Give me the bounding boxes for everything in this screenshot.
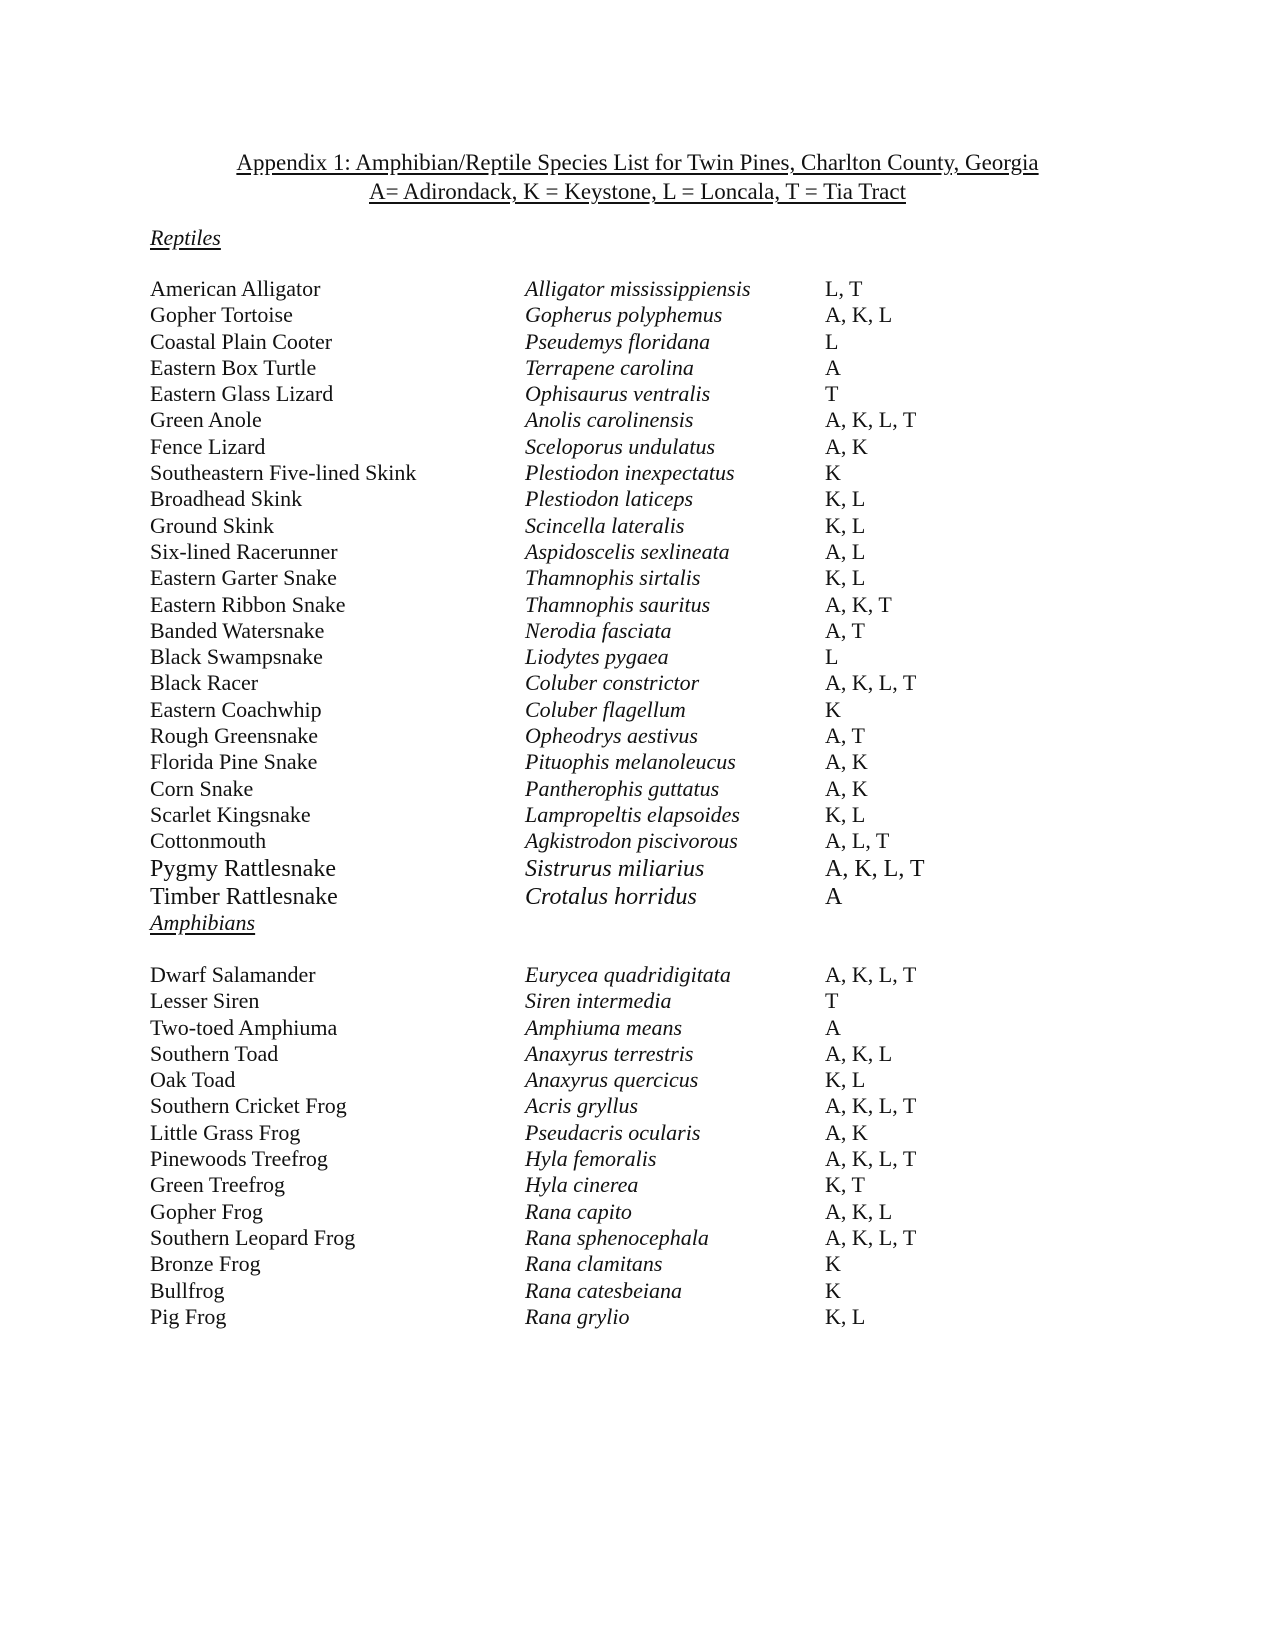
site-codes: A, K, L — [825, 1040, 893, 1066]
common-name: Fence Lizard — [150, 433, 266, 459]
site-codes: A, K, L, T — [825, 855, 925, 882]
title-text-1: Appendix 1: Amphibian/Reptile Species List for Twin Pines, Charlton County, Georgia — [236, 150, 1039, 175]
species-row — [150, 1015, 1150, 1041]
species-row — [150, 565, 1150, 591]
scientific-name: Thamnophis sirtalis — [525, 565, 701, 591]
common-name: Southern Toad — [150, 1040, 279, 1066]
species-row — [150, 697, 1150, 723]
species-row — [150, 329, 1150, 355]
scientific-name: Anolis carolinensis — [525, 407, 694, 433]
title-block — [0, 148, 1275, 206]
common-name: Bullfrog — [150, 1277, 225, 1303]
scientific-name: Rana clamitans — [525, 1251, 663, 1277]
title-text-2: A= Adirondack, K = Keystone, L = Loncala, T = Tia Tract — [369, 179, 906, 204]
species-row — [150, 513, 1150, 539]
site-codes: K — [825, 1251, 841, 1277]
scientific-name: Agkistrodon piscivorous — [525, 828, 738, 854]
scientific-name: Hyla femoralis — [525, 1146, 657, 1172]
scientific-name: Opheodrys aestivus — [525, 723, 698, 749]
scientific-name: Thamnophis sauritus — [525, 591, 711, 617]
common-name: Dwarf Salamander — [150, 962, 316, 987]
species-row — [150, 988, 1150, 1014]
species-row — [150, 434, 1150, 460]
scientific-name: Alligator mississippiensis — [525, 276, 751, 301]
species-row — [150, 883, 1150, 912]
species-row — [150, 828, 1150, 854]
common-name: Coastal Plain Cooter — [150, 328, 333, 354]
site-codes: A, K — [825, 749, 868, 775]
site-codes: T — [825, 988, 839, 1014]
site-codes: A — [825, 884, 843, 911]
site-codes: A, K, L, T — [825, 1093, 917, 1119]
common-name: Gopher Frog — [150, 1198, 264, 1224]
scientific-name: Eurycea quadridigitata — [525, 962, 731, 987]
species-row — [150, 539, 1150, 565]
scientific-name: Pantherophis guttatus — [525, 775, 720, 801]
site-codes: A, K — [825, 775, 868, 801]
site-codes: A, L, T — [825, 828, 890, 854]
site-codes: A, K — [825, 1119, 868, 1145]
common-name: Broadhead Skink — [150, 486, 303, 512]
scientific-name: Anaxyrus terrestris — [525, 1040, 694, 1066]
site-codes: A, T — [825, 617, 865, 643]
scientific-name: Rana grylio — [525, 1303, 630, 1329]
site-codes: T — [825, 381, 839, 407]
scientific-name: Pseudacris ocularis — [525, 1119, 701, 1145]
scientific-name: Coluber constrictor — [525, 670, 700, 696]
species-row — [150, 355, 1150, 381]
common-name: Florida Pine Snake — [150, 749, 318, 775]
common-name: Green Treefrog — [150, 1172, 286, 1198]
species-row — [150, 618, 1150, 644]
scientific-name: Ophisaurus ventralis — [525, 381, 711, 407]
title-line-1 — [0, 148, 1275, 177]
site-codes: K, L — [825, 486, 866, 512]
species-row — [150, 1067, 1150, 1093]
scientific-name: Sceloporus undulatus — [525, 433, 716, 459]
scientific-name: Siren intermedia — [525, 988, 672, 1014]
common-name: Southeastern Five-lined Skink — [150, 460, 417, 486]
site-codes: K — [825, 696, 841, 722]
common-name: Corn Snake — [150, 775, 254, 801]
species-row — [150, 1146, 1150, 1172]
species-row — [150, 302, 1150, 328]
scientific-name: Amphiuma means — [525, 1014, 683, 1040]
common-name: Green Anole — [150, 407, 262, 433]
site-codes: L, T — [825, 276, 863, 301]
species-row — [150, 1199, 1150, 1225]
species-row — [150, 855, 1150, 884]
site-codes: A, L — [825, 538, 866, 564]
scientific-name: Plestiodon laticeps — [525, 486, 694, 512]
common-name: Cottonmouth — [150, 828, 267, 854]
scientific-name: Pituophis melanoleucus — [525, 749, 736, 775]
site-codes: A, K, L — [825, 1198, 893, 1224]
scientific-name: Acris gryllus — [525, 1093, 639, 1119]
site-codes: K, T — [825, 1172, 865, 1198]
site-codes: A — [825, 354, 841, 380]
common-name: Rough Greensnake — [150, 723, 319, 749]
common-name: Pinewoods Treefrog — [150, 1146, 328, 1172]
species-row — [150, 592, 1150, 618]
site-codes: K — [825, 1277, 841, 1303]
scientific-name: Sistrurus miliarius — [525, 855, 705, 882]
scientific-name: Rana capito — [525, 1198, 632, 1224]
amphibians-heading: Amphibians — [150, 910, 256, 935]
scientific-name: Terrapene carolina — [525, 354, 694, 380]
species-row — [150, 1120, 1150, 1146]
species-row — [150, 670, 1150, 696]
common-name: Eastern Ribbon Snake — [150, 591, 346, 617]
reptiles-heading: Reptiles — [150, 225, 221, 250]
scientific-name: Liodytes pygaea — [525, 644, 669, 670]
common-name: Two-toed Amphiuma — [150, 1014, 338, 1040]
site-codes: L — [825, 328, 839, 354]
common-name: Little Grass Frog — [150, 1119, 301, 1145]
common-name: Eastern Garter Snake — [150, 565, 337, 591]
common-name: Black Swampsnake — [150, 644, 323, 670]
site-codes: K — [825, 460, 841, 486]
common-name: Lesser Siren — [150, 988, 260, 1014]
species-row — [150, 1093, 1150, 1119]
site-codes: A, T — [825, 723, 865, 749]
common-name: Pig Frog — [150, 1303, 227, 1329]
species-row — [150, 486, 1150, 512]
common-name: Scarlet Kingsnake — [150, 801, 311, 827]
common-name: American Alligator — [150, 276, 321, 301]
scientific-name: Crotalus horridus — [525, 884, 697, 911]
scientific-name: Rana catesbeiana — [525, 1277, 683, 1303]
common-name: Eastern Glass Lizard — [150, 381, 334, 407]
species-row — [150, 1225, 1150, 1251]
common-name: Banded Watersnake — [150, 617, 325, 643]
species-row — [150, 381, 1150, 407]
scientific-name: Aspidoscelis sexlineata — [525, 538, 730, 564]
site-codes: A, K, L, T — [825, 962, 917, 987]
scientific-name: Scincella lateralis — [525, 512, 685, 538]
common-name: Southern Leopard Frog — [150, 1224, 356, 1250]
common-name: Black Racer — [150, 670, 259, 696]
scientific-name: Anaxyrus quercicus — [525, 1067, 699, 1093]
site-codes: A — [825, 1014, 841, 1040]
site-codes: L — [825, 644, 839, 670]
site-codes: A, K, L, T — [825, 670, 917, 696]
site-codes: K, L — [825, 1303, 866, 1329]
title-line-2 — [0, 177, 1275, 206]
common-name: Pygmy Rattlesnake — [150, 855, 336, 882]
common-name: Eastern Coachwhip — [150, 696, 322, 722]
site-codes: A, K, L — [825, 302, 893, 328]
common-name: Gopher Tortoise — [150, 302, 293, 328]
species-row — [150, 276, 1150, 302]
common-name: Oak Toad — [150, 1067, 236, 1093]
site-codes: A, K, L, T — [825, 1146, 917, 1172]
species-row — [150, 962, 1150, 988]
site-codes: A, K, T — [825, 591, 892, 617]
scientific-name: Lampropeltis elapsoides — [525, 801, 740, 827]
species-row — [150, 776, 1150, 802]
amphibians-list — [150, 962, 1150, 1330]
scientific-name: Hyla cinerea — [525, 1172, 639, 1198]
scientific-name: Nerodia fasciata — [525, 617, 672, 643]
scientific-name: Gopherus polyphemus — [525, 302, 723, 328]
species-row — [150, 1278, 1150, 1304]
common-name: Southern Cricket Frog — [150, 1093, 347, 1119]
common-name: Six-lined Racerunner — [150, 538, 338, 564]
species-row — [150, 723, 1150, 749]
species-row — [150, 1251, 1150, 1277]
site-codes: A, K, L, T — [825, 1224, 917, 1250]
common-name: Eastern Box Turtle — [150, 354, 317, 380]
species-row — [150, 749, 1150, 775]
common-name: Timber Rattlesnake — [150, 884, 338, 911]
site-codes: K, L — [825, 565, 866, 591]
species-row — [150, 644, 1150, 670]
species-row — [150, 407, 1150, 433]
site-codes: K, L — [825, 801, 866, 827]
scientific-name: Plestiodon inexpectatus — [525, 460, 735, 486]
scientific-name: Coluber flagellum — [525, 696, 686, 722]
site-codes: K, L — [825, 512, 866, 538]
site-codes: A, K — [825, 433, 868, 459]
species-row — [150, 802, 1150, 828]
scientific-name: Rana sphenocephala — [525, 1224, 709, 1250]
common-name: Bronze Frog — [150, 1251, 261, 1277]
species-row — [150, 1172, 1150, 1198]
species-row — [150, 460, 1150, 486]
species-row — [150, 1304, 1150, 1330]
scientific-name: Pseudemys floridana — [525, 328, 711, 354]
reptiles-list — [150, 276, 1150, 912]
site-codes: K, L — [825, 1067, 866, 1093]
species-row — [150, 1041, 1150, 1067]
site-codes: A, K, L, T — [825, 407, 917, 433]
common-name: Ground Skink — [150, 512, 275, 538]
